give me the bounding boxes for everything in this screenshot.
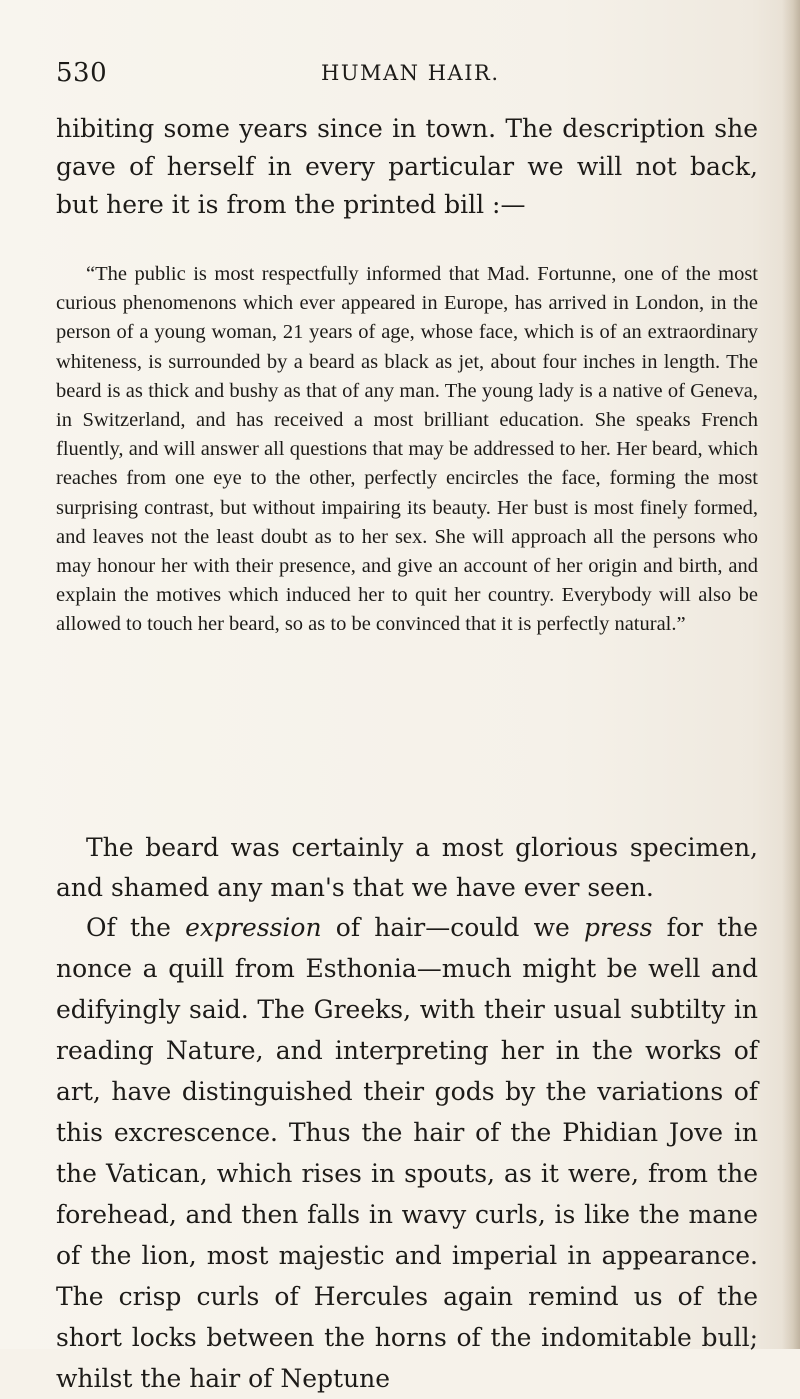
quoted-bill: “The public is most respectfully informed that Mad. Fortunne, one of the most curious phenomenons which ever appeared in Europe, has arrived in London, in the person of a young woman, 21 years of age, whose face, which is of an extraordinary whiteness, is surrounded by a beard as black as jet, about four inches in length. The beard is as thick and bushy as that of any man. The young lady is a native of Geneva, in Switzerland, and has received a most brilliant education. She speaks French fluently, and will answer all questions that may be addressed to her. Her beard, which reaches from one eye to the other, perfectly encircles the face, forming the most surprising contrast, but without impairing its beauty. Her bust is most finely formed, and leaves not the least doubt as to her sex. She will approach all the persons who may honour her with their presence, and give an account of her origin and birth, and explain the motives which induced her to quit her country. Everybody will also be allowed to touch her beard, so as to be convinced that it is perfectly natural.” [56, 263, 758, 636]
running-head [56, 58, 736, 98]
paragraph-expression [56, 907, 758, 1399]
p4-text-middle: of hair—could we [321, 913, 584, 942]
page-number: 530 [56, 58, 108, 88]
paragraph-intro: hibiting some years since in town. The description she gave of herself in every particular we will not back, but here it is from the printed bill :— [56, 114, 758, 219]
paragraph-beard: The beard was certainly a most glorious specimen, and shamed any man's that we have ever seen. [56, 833, 758, 902]
p4-text-end: for the nonce a quill from Esthonia—much might be well and edifyingly said. The Greeks, with their usual subtilty in reading Nature, and interpreting her in the works of art, have distinguished their gods by the variations of this excrescence. Thus the hair of the Phidian Jove in the Vatican, which rises in spouts, as it were, from the forehead, and then falls in wavy curls, is like the mane of the lion, most majestic and imperial in appearance. The crisp curls of Hercules again remind us of the short locks between the horns of the indomitable bull; whilst the hair of Neptune [56, 913, 759, 1393]
p4-emphasis-expression: expression [185, 913, 322, 942]
page-edge-shadow [782, 0, 800, 1349]
p4-emphasis-press: press [583, 913, 653, 942]
running-title: HUMAN HAIR. [321, 61, 500, 85]
p4-text-start: Of the [86, 913, 186, 942]
